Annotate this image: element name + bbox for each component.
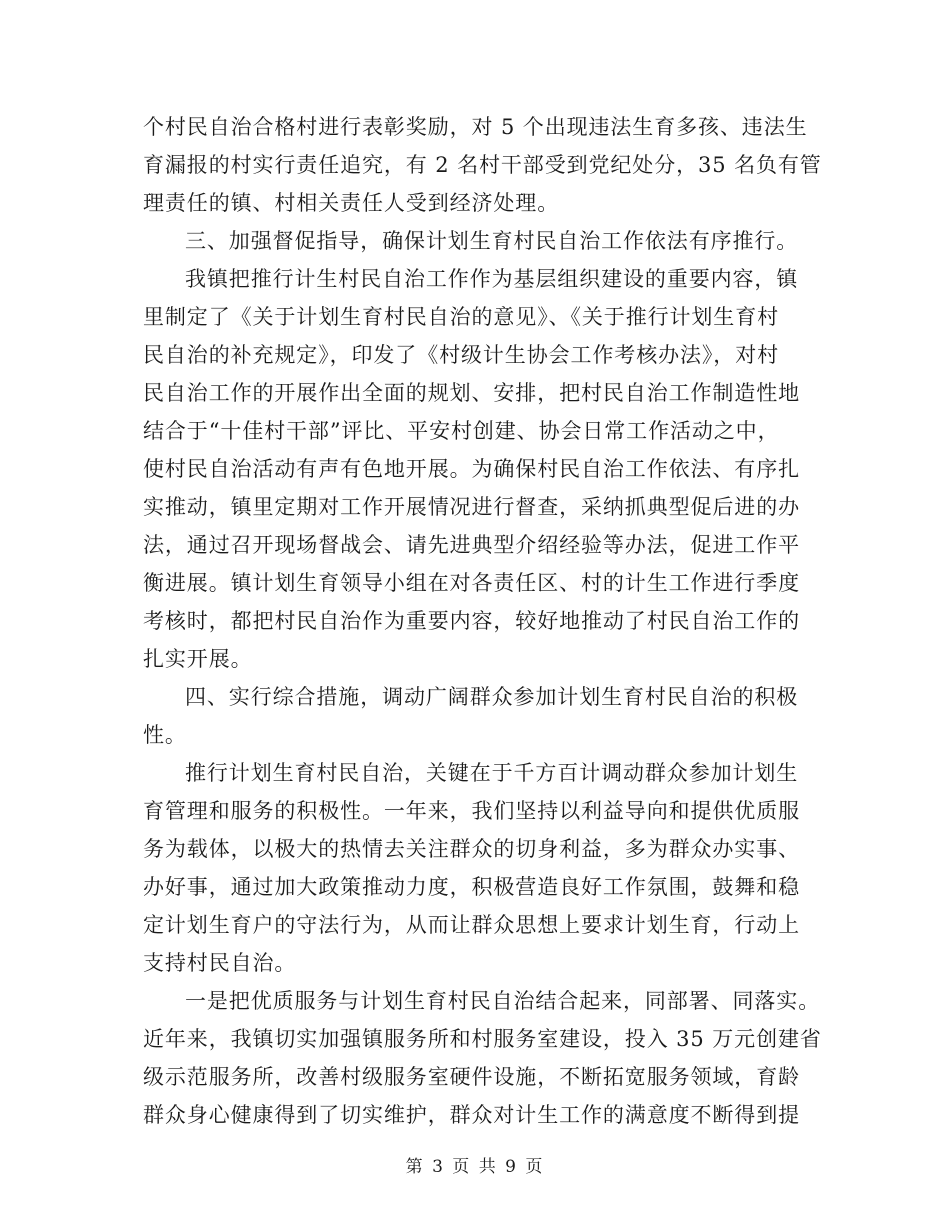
text-line: 个村民自治合格村进行表彰奖励，对 5 个出现违法生育多孩、违法生 bbox=[143, 115, 808, 139]
section-heading-4: 四、实行综合措施，调动广阔群众参加计划生育村民自治的积极 bbox=[185, 685, 799, 709]
text-line: 我镇把推行计生村民自治工作作为基层组织建设的重要内容，镇 bbox=[185, 267, 799, 291]
text-line: 务为载体，以极大的热情去关注群众的切身利益，多为群众办实事、 bbox=[143, 837, 800, 861]
text-line: 民自治的补充规定》，印发了《村级计生协会工作考核办法》，对村 bbox=[143, 343, 779, 367]
page-number-footer: 第 3 页 共 9 页 bbox=[405, 1157, 545, 1177]
text-line: 办好事，通过加大政策推动力度，积极营造良好工作氛围，鼓舞和稳 bbox=[143, 875, 800, 899]
text-line: 实推动，镇里定期对工作开展情况进行督查，采纳抓典型促后进的办 bbox=[143, 495, 800, 519]
text-line: 一是把优质服务与计划生育村民自治结合起来，同部署、同落实。 bbox=[185, 989, 821, 1013]
text-line: 考核时，都把村民自治作为重要内容，较好地推动了村民自治工作的 bbox=[143, 609, 800, 633]
section-heading-4-continued: 性。 bbox=[143, 723, 187, 747]
text-line: 扎实开展。 bbox=[143, 647, 253, 671]
text-line: 近年来，我镇切实加强镇服务所和村服务室建设，投入 35 万元创建省 bbox=[143, 1027, 822, 1051]
text-line: 群众身心健康得到了切实维护，群众对计生工作的满意度不断得到提 bbox=[143, 1103, 800, 1127]
text-line: 支持村民自治。 bbox=[143, 951, 297, 975]
text-line: 衡进展。镇计划生育领导小组在对各责任区、村的计生工作进行季度 bbox=[143, 571, 800, 595]
text-line: 法，通过召开现场督战会、请先进典型介绍经验等办法，促进工作平 bbox=[143, 533, 800, 557]
text-line: 级示范服务所，改善村级服务室硬件设施，不断拓宽服务领域，育龄 bbox=[143, 1065, 800, 1089]
text-line: 推行计划生育村民自治，关键在于千方百计调动群众参加计划生 bbox=[185, 761, 799, 785]
text-line: 民自治工作的开展作出全面的规划、安排，把村民自治工作制造性地 bbox=[143, 381, 800, 405]
text-line: 使村民自治活动有声有色地开展。为确保村民自治工作依法、有序扎 bbox=[143, 457, 800, 481]
text-line: 理责任的镇、村相关责任人受到经济处理。 bbox=[143, 191, 560, 215]
document-body bbox=[143, 108, 822, 1134]
text-line: 育管理和服务的积极性。一年来，我们坚持以利益导向和提供优质服 bbox=[143, 799, 800, 823]
text-line: 定计划生育户的守法行为，从而让群众思想上要求计划生育，行动上 bbox=[143, 913, 800, 937]
text-line: 里制定了《关于计划生育村民自治的意见》、《关于推行计划生育村 bbox=[143, 305, 779, 329]
section-heading-3: 三、加强督促指导，确保计划生育村民自治工作依法有序推行。 bbox=[185, 229, 799, 253]
text-line: 结合于“十佳村干部”评比、平安村创建、协会日常工作活动之中， bbox=[143, 419, 780, 443]
text-line: 育漏报的村实行责任追究，有 2 名村干部受到党纪处分，35 名负有管 bbox=[143, 153, 822, 177]
